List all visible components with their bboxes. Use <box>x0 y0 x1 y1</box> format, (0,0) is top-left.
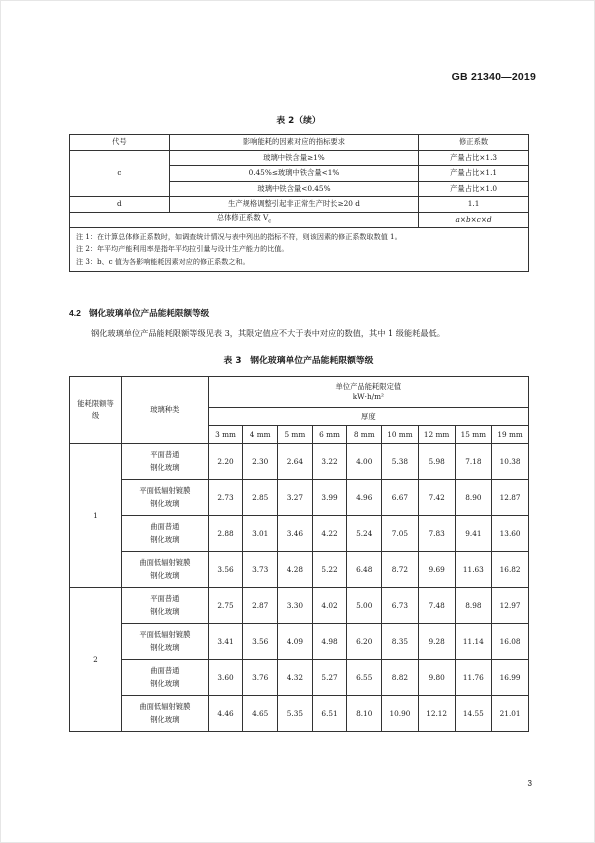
thickness-header: 5 mm <box>278 426 313 444</box>
value-cell: 3.41 <box>208 624 243 660</box>
value-cell: 2.64 <box>278 444 313 480</box>
glass-kind-line: 曲面普通 <box>150 522 180 532</box>
table-row <box>70 660 529 696</box>
table2 <box>69 134 529 272</box>
table-row <box>70 588 529 624</box>
glass-kind-line: 平面普通 <box>150 450 180 460</box>
value-cell: 12.12 <box>418 696 455 732</box>
glass-kind-line: 钢化玻璃 <box>150 714 180 724</box>
table2-header-coefficient: 修正系数 <box>419 135 529 151</box>
glass-kind-cell <box>122 444 209 480</box>
value-cell: 8.82 <box>382 660 419 696</box>
table3-header-grade: 能耗限额等级 <box>70 377 122 444</box>
value-cell: 3.01 <box>243 516 278 552</box>
section-paragraph: 钢化玻璃单位产品能耗限额等级见表 3，其限定值应不大于表中对应的数值，其中 1 级能耗最低。 <box>91 328 445 338</box>
table2-code-d: d <box>70 197 170 213</box>
thickness-header: 15 mm <box>455 426 492 444</box>
value-cell: 21.01 <box>492 696 529 732</box>
glass-kind-line: 钢化玻璃 <box>150 462 180 472</box>
glass-kind-line: 钢化玻璃 <box>150 678 180 688</box>
glass-kind-cell <box>122 696 209 732</box>
value-cell: 10.38 <box>492 444 529 480</box>
value-cell: 2.20 <box>208 444 243 480</box>
value-cell: 3.22 <box>312 444 347 480</box>
value-cell: 8.10 <box>347 696 382 732</box>
value-cell: 4.32 <box>278 660 313 696</box>
value-cell: 13.60 <box>492 516 529 552</box>
glass-kind-line: 曲面低辐射镀膜 <box>139 702 191 712</box>
table3-caption: 表 3 钢化玻璃单位产品能耗限额等级 <box>223 356 374 366</box>
value-cell: 4.02 <box>312 588 347 624</box>
value-cell: 16.08 <box>492 624 529 660</box>
value-cell: 6.20 <box>347 624 382 660</box>
value-cell: 6.51 <box>312 696 347 732</box>
table2-cell: 产量占比×1.1 <box>419 166 529 182</box>
value-cell: 3.60 <box>208 660 243 696</box>
value-cell: 11.76 <box>455 660 492 696</box>
glass-kind-line: 钢化玻璃 <box>150 606 180 616</box>
value-cell: 7.48 <box>418 588 455 624</box>
table-row <box>70 624 529 660</box>
table-row <box>70 516 529 552</box>
value-cell: 3.99 <box>312 480 347 516</box>
note-3: 注 3：b、c 值为各影响能耗因素对应的修正系数之和。 <box>76 256 250 266</box>
value-cell: 6.67 <box>382 480 419 516</box>
value-cell: 3.46 <box>278 516 313 552</box>
table2-total-formula: a×b×c×d <box>419 212 529 228</box>
glass-kind-line: 钢化玻璃 <box>150 570 180 580</box>
total-label-sub: c <box>268 218 272 225</box>
value-cell: 5.24 <box>347 516 382 552</box>
value-cell: 5.27 <box>312 660 347 696</box>
note-1: 注 1：在计算总体修正系数时，如调查统计情况与表中列出的指标不符，则该因素的修正系数取数值 1。 <box>76 232 402 241</box>
value-cell: 3.30 <box>278 588 313 624</box>
value-cell: 4.28 <box>278 552 313 588</box>
table3-header-thickness: 厚度 <box>208 408 528 426</box>
value-cell: 2.75 <box>208 588 243 624</box>
total-label-text: 总体修正系数 V <box>216 213 269 223</box>
value-cell: 9.28 <box>418 624 455 660</box>
table2-cell: 0.45%≤玻璃中铁含量<1% <box>169 166 418 182</box>
value-cell: 8.90 <box>455 480 492 516</box>
value-cell: 4.09 <box>278 624 313 660</box>
table2-cell: 玻璃中铁含量≥1% <box>169 150 418 166</box>
table2-cell: 生产规格调整引起非正常生产时长≥20 d <box>169 197 418 213</box>
value-cell: 3.76 <box>243 660 278 696</box>
value-cell: 5.98 <box>418 444 455 480</box>
section-heading <box>69 307 209 319</box>
table2-cell: 1.1 <box>419 197 529 213</box>
glass-kind-cell <box>122 660 209 696</box>
value-cell: 9.69 <box>418 552 455 588</box>
value-cell: 3.56 <box>208 552 243 588</box>
value-cell: 6.73 <box>382 588 419 624</box>
value-cell: 6.48 <box>347 552 382 588</box>
thickness-header: 8 mm <box>347 426 382 444</box>
glass-kind-line: 平面普通 <box>150 594 180 604</box>
value-cell: 16.99 <box>492 660 529 696</box>
value-cell: 9.41 <box>455 516 492 552</box>
value-cell: 9.80 <box>418 660 455 696</box>
table-row <box>70 444 529 480</box>
thickness-header: 6 mm <box>312 426 347 444</box>
value-cell: 7.83 <box>418 516 455 552</box>
limit-title: 单位产品能耗限定值 <box>335 382 402 392</box>
table2-cell: 产量占比×1.0 <box>419 181 529 197</box>
table2-cell: 玻璃中铁含量<0.45% <box>169 181 418 197</box>
glass-kind-line: 平面低辐射镀膜 <box>139 486 191 496</box>
value-cell: 12.87 <box>492 480 529 516</box>
table2-cell: 产量占比×1.3 <box>419 150 529 166</box>
table2-caption: 表 2（续） <box>276 116 321 126</box>
standard-number: GB 21340—2019 <box>451 71 536 83</box>
value-cell: 7.05 <box>382 516 419 552</box>
table2-notes <box>70 228 529 272</box>
table-row <box>70 480 529 516</box>
value-cell: 3.56 <box>243 624 278 660</box>
glass-kind-cell <box>122 552 209 588</box>
value-cell: 5.22 <box>312 552 347 588</box>
value-cell: 4.46 <box>208 696 243 732</box>
glass-kind-line: 曲面低辐射镀膜 <box>139 558 191 568</box>
value-cell: 2.30 <box>243 444 278 480</box>
table2-total-label <box>70 212 419 228</box>
value-cell: 8.72 <box>382 552 419 588</box>
glass-kind-cell <box>122 480 209 516</box>
value-cell: 4.22 <box>312 516 347 552</box>
thickness-header: 3 mm <box>208 426 243 444</box>
section-title: 钢化玻璃单位产品能耗限额等级 <box>88 309 210 319</box>
value-cell: 7.42 <box>418 480 455 516</box>
table-row <box>70 552 529 588</box>
glass-kind-cell <box>122 516 209 552</box>
table3 <box>69 376 529 732</box>
glass-kind-line: 钢化玻璃 <box>150 534 180 544</box>
table2-header-code: 代号 <box>70 135 170 151</box>
limit-unit: kW·h/m² <box>352 392 384 401</box>
section-number: 4.2 <box>69 308 81 318</box>
glass-kind-line: 平面低辐射镀膜 <box>139 630 191 640</box>
table2-code-c: c <box>70 150 170 197</box>
grade-cell: 1 <box>70 444 122 588</box>
value-cell: 3.73 <box>243 552 278 588</box>
value-cell: 14.55 <box>455 696 492 732</box>
value-cell: 4.96 <box>347 480 382 516</box>
glass-kind-line: 钢化玻璃 <box>150 498 180 508</box>
value-cell: 11.63 <box>455 552 492 588</box>
note-2: 注 2：年平均产能利用率是指年平均拉引量与设计生产能力的比值。 <box>76 244 289 254</box>
value-cell: 5.38 <box>382 444 419 480</box>
glass-kind-cell <box>122 624 209 660</box>
value-cell: 2.73 <box>208 480 243 516</box>
thickness-header: 10 mm <box>382 426 419 444</box>
thickness-header: 4 mm <box>243 426 278 444</box>
table2-header-requirement: 影响能耗的因素对应的指标要求 <box>169 135 418 151</box>
value-cell: 2.87 <box>243 588 278 624</box>
grade-cell: 2 <box>70 588 122 732</box>
value-cell: 6.55 <box>347 660 382 696</box>
value-cell: 2.85 <box>243 480 278 516</box>
value-cell: 16.82 <box>492 552 529 588</box>
value-cell: 8.35 <box>382 624 419 660</box>
value-cell: 5.35 <box>278 696 313 732</box>
value-cell: 11.14 <box>455 624 492 660</box>
value-cell: 10.90 <box>382 696 419 732</box>
value-cell: 4.65 <box>243 696 278 732</box>
value-cell: 12.97 <box>492 588 529 624</box>
value-cell: 8.98 <box>455 588 492 624</box>
table3-header-limit <box>208 377 528 408</box>
value-cell: 4.00 <box>347 444 382 480</box>
table3-header-kind: 玻璃种类 <box>122 377 209 444</box>
glass-kind-line: 钢化玻璃 <box>150 642 180 652</box>
value-cell: 4.98 <box>312 624 347 660</box>
value-cell: 7.18 <box>455 444 492 480</box>
glass-kind-cell <box>122 588 209 624</box>
page-number: 3 <box>527 779 532 788</box>
thickness-header: 19 mm <box>492 426 529 444</box>
thickness-header: 12 mm <box>418 426 455 444</box>
value-cell: 2.88 <box>208 516 243 552</box>
value-cell: 3.27 <box>278 480 313 516</box>
value-cell: 5.00 <box>347 588 382 624</box>
glass-kind-line: 曲面普通 <box>150 666 180 676</box>
table-row <box>70 696 529 732</box>
